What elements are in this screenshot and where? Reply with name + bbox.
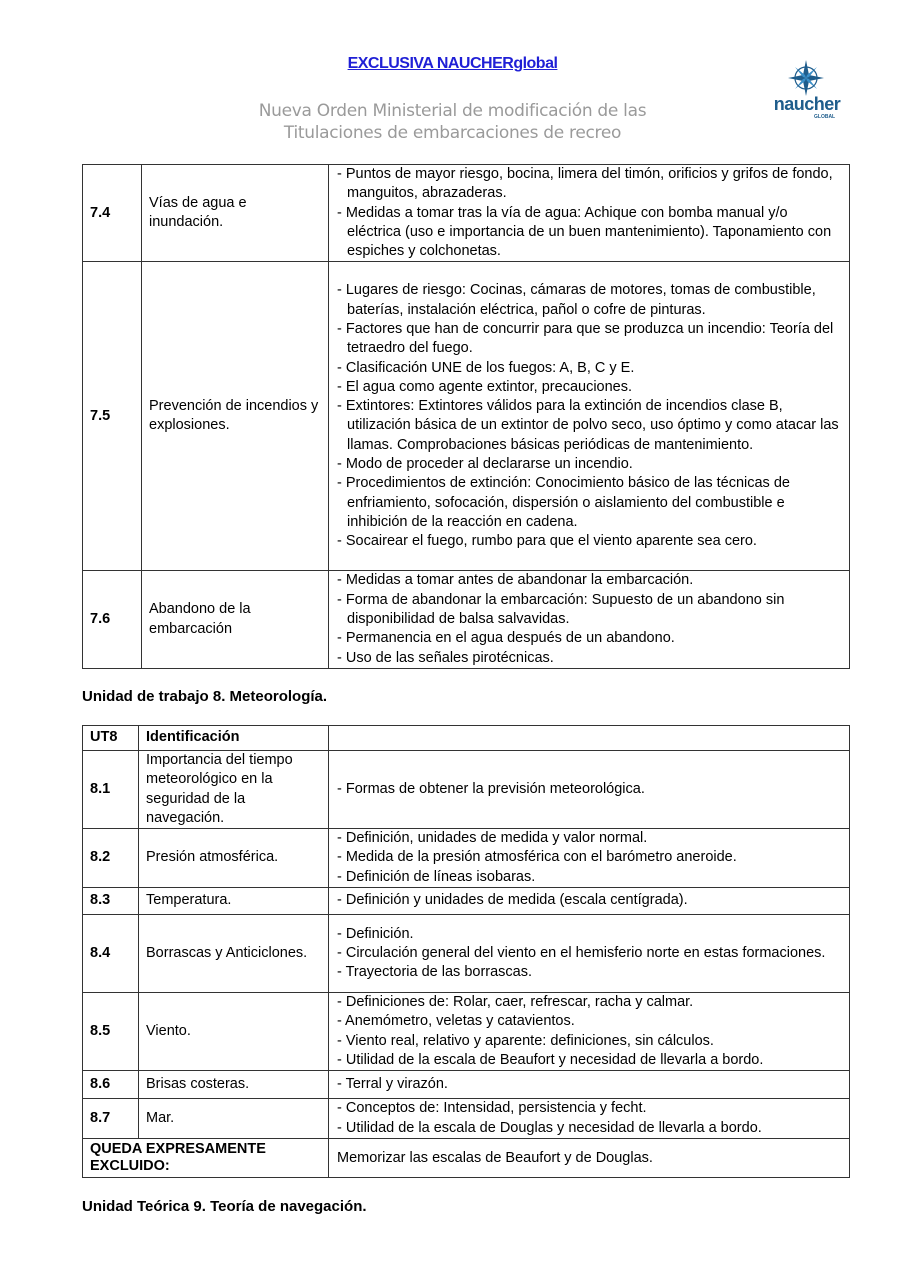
list-item: - Formas de obtener la previsión meteorológica.: [337, 780, 645, 797]
row-title: Prevención de incendios y explosiones.: [142, 262, 329, 571]
logo-subtext: GLOBAL: [814, 114, 836, 120]
row-number: 8.4: [83, 915, 139, 993]
table-row: [83, 165, 850, 262]
list-item: - Utilidad de la escala de Douglas y necesidad de llevarla a bordo.: [337, 1119, 762, 1136]
list-item: - Permanencia en el agua después de un abandono.: [337, 630, 675, 647]
list-item: - Anemómetro, veletas y catavientos.: [337, 1013, 575, 1030]
row-number: 8.7: [83, 1099, 139, 1139]
row-title: Brisas costeras.: [139, 1071, 329, 1099]
row-description: [329, 888, 850, 915]
row-description: [329, 1071, 850, 1099]
unit8-table: [82, 725, 850, 1178]
list-item: - Trayectoria de las borrascas.: [337, 964, 533, 981]
list-item: - Viento real, relativo y aparente: definiciones, sin cálculos.: [337, 1032, 714, 1049]
list-item: - Definición.: [337, 925, 414, 942]
row-title: Borrascas y Anticiclones.: [139, 915, 329, 993]
naucher-logo: [762, 58, 852, 124]
logo-wordmark: naucher: [773, 94, 841, 114]
table-row: [83, 262, 850, 571]
list-item: - Definición, unidades de medida y valor normal.: [337, 830, 648, 847]
row-number: 8.6: [83, 1071, 139, 1099]
list-item: - Lugares de riesgo: Cocinas, cámaras de motores, tomas de combustible, baterías, instalación eléctrica, pañol o cofre de pinturas.: [337, 282, 816, 318]
table-row: [83, 751, 850, 829]
list-item: - Definición y unidades de medida (escala centígrada).: [337, 892, 688, 909]
row-title: Importancia del tiempo meteorológico en la seguridad de la navegación.: [139, 751, 329, 829]
row-description: [329, 1099, 850, 1139]
row-number: 7.6: [83, 571, 142, 668]
row-title: Viento.: [139, 993, 329, 1071]
list-item: - Definición de líneas isobaras.: [337, 868, 536, 885]
list-item: - Puntos de mayor riesgo, bocina, limera del timón, orificios y grifos de fondo, manguitos, abrazaderas.: [337, 166, 833, 202]
table-row: [83, 1099, 850, 1139]
list-item: - Circulación general del viento en el hemisferio norte en estas formaciones.: [337, 944, 826, 961]
table-row: [83, 571, 850, 668]
row-number: 8.3: [83, 888, 139, 915]
unit8-heading: Unidad de trabajo 8. Meteorología.: [82, 688, 328, 705]
list-item: - Socairear el fuego, rumbo para que el viento aparente sea cero.: [337, 533, 757, 550]
row-number: 7.4: [83, 165, 142, 262]
table-header-row: [83, 726, 850, 751]
row-description: [329, 915, 850, 993]
table-row: [83, 829, 850, 888]
row-number: 8.5: [83, 993, 139, 1071]
row-description: [329, 571, 850, 668]
table-row: [83, 993, 850, 1071]
list-item: - Extintores: Extintores válidos para la extinción de incendios clase B, utilización básica de un extintor de polvo seco, uso óptimo y como atacar las llamas. Comprobaciones básicas periódicas de mantenimiento.: [337, 398, 839, 453]
table-row: [83, 915, 850, 993]
unit9-heading: Unidad Teórica 9. Teoría de navegación.: [82, 1198, 367, 1215]
row-title: Mar.: [139, 1099, 329, 1139]
row-description: [329, 751, 850, 829]
list-item: - Factores que han de concurrir para que se produzca un incendio: Teoría del tetraedro del fuego.: [337, 321, 834, 357]
row-number: 7.5: [83, 262, 142, 571]
row-title: Temperatura.: [139, 888, 329, 915]
excluded-label: QUEDA EXPRESAMENTE EXCLUIDO:: [83, 1139, 329, 1178]
list-item: - Medida de la presión atmosférica con el barómetro aneroide.: [337, 849, 737, 866]
column-header-empty: [329, 726, 850, 751]
list-item: - Conceptos de: Intensidad, persistencia y fecht.: [337, 1100, 647, 1117]
row-title: Presión atmosférica.: [139, 829, 329, 888]
row-title: Vías de agua e inundación.: [142, 165, 329, 262]
list-item: - El agua como agente extintor, precauciones.: [337, 378, 633, 395]
row-number: 8.2: [83, 829, 139, 888]
list-item: - Medidas a tomar antes de abandonar la embarcación.: [337, 572, 694, 589]
row-number: 8.1: [83, 751, 139, 829]
exclusiva-naucher-link[interactable]: EXCLUSIVA NAUCHERglobal: [347, 55, 558, 72]
list-item: - Medidas a tomar tras la vía de agua: Achique con bomba manual y/o eléctrica (uso e importancia de un buen mantenimiento). Taponamiento con espiches y colchonetas.: [337, 204, 832, 260]
list-item: - Modo de proceder al declararse un incendio.: [337, 456, 633, 473]
row-description: [329, 829, 850, 888]
list-item: - Procedimientos de extinción: Conocimiento básico de las técnicas de enfriamiento, sofocación, dispersión o aislamiento del combustible e inhibición de la reacción en cadena.: [337, 475, 790, 530]
compass-rose-icon: [762, 58, 852, 98]
list-item: - Forma de abandonar la embarcación: Supuesto de un abandono sin disponibilidad de balsa salvavidas.: [337, 591, 785, 628]
list-item: - Clasificación UNE de los fuegos: A, B, C y E.: [337, 359, 635, 376]
row-title: Abandono de la embarcación: [142, 571, 329, 668]
column-header-identification: Identificación: [139, 726, 329, 751]
unit7-table: [82, 164, 850, 669]
list-item: - Uso de las señales pirotécnicas.: [337, 649, 554, 666]
list-item: - Utilidad de la escala de Beaufort y necesidad de llevarla a bordo.: [337, 1051, 764, 1068]
list-item: - Terral y virazón.: [337, 1076, 448, 1093]
list-item: - Definiciones de: Rolar, caer, refrescar, racha y calmar.: [337, 994, 694, 1011]
row-description: [329, 993, 850, 1071]
table-row: [83, 1071, 850, 1099]
excluded-text: Memorizar las escalas de Beaufort y de Douglas.: [329, 1139, 850, 1178]
column-header-code: UT8: [83, 726, 139, 751]
table-row-excluded: [83, 1139, 850, 1178]
row-description: [329, 165, 850, 262]
subtitle-line-2: Titulaciones de embarcaciones de recreo: [283, 123, 622, 143]
row-description: [329, 262, 850, 571]
table-row: [83, 888, 850, 915]
subtitle-line-1: Nueva Orden Ministerial de modificación de las: [258, 101, 647, 121]
